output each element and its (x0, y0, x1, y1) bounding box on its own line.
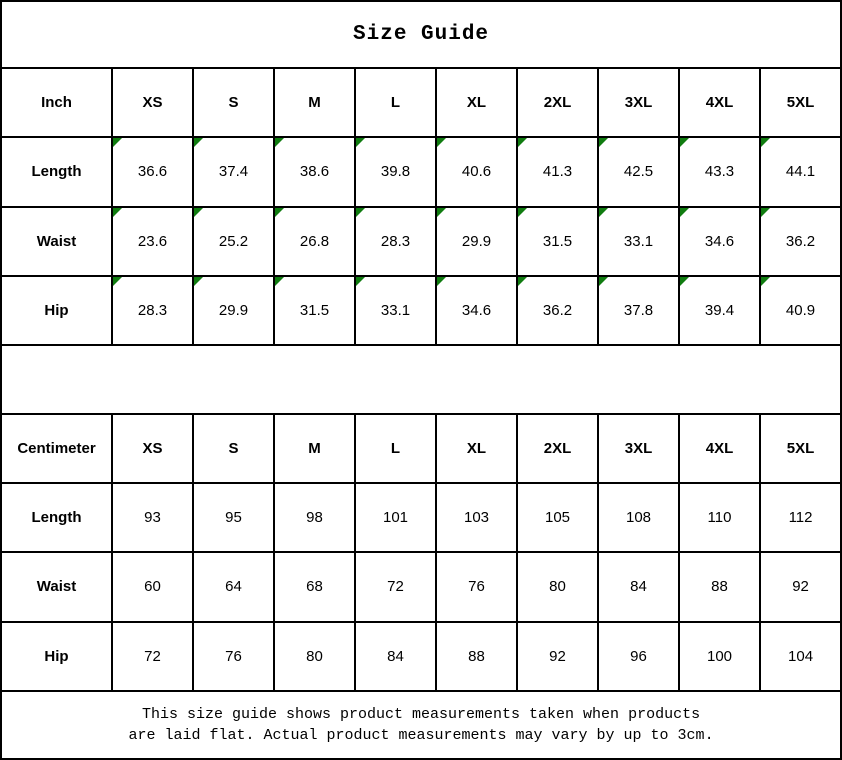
measurement-value: 36.2 (542, 301, 573, 319)
measurement-value: 36.6 (137, 163, 168, 181)
measurement-value-cell (274, 276, 355, 345)
measurement-value: 108 (625, 509, 652, 527)
footer-note-line-2: are laid flat. Actual product measurements may vary by up to 3cm. (128, 726, 714, 744)
cell-flag-icon (113, 277, 122, 286)
measurement-value-cell (760, 137, 841, 206)
measurement-value-cell (679, 207, 760, 276)
measurement-value-cell (193, 552, 274, 621)
measurement-row-waist (1, 552, 841, 621)
cell-flag-icon (599, 138, 608, 147)
measurement-value: 41.3 (542, 163, 573, 181)
measurement-value: 93 (144, 509, 161, 527)
cell-flag-icon (680, 277, 689, 286)
size-header-row-centimeter (1, 414, 841, 483)
measurement-value: 80 (306, 647, 323, 665)
size-column-header: 4XL (679, 414, 760, 483)
cell-flag-icon (275, 138, 284, 147)
measurement-value-cell (679, 552, 760, 621)
cell-flag-icon (599, 277, 608, 286)
measurement-value: 37.8 (623, 301, 654, 319)
measurement-value-cell (517, 622, 598, 691)
size-column-header: 5XL (760, 68, 841, 137)
measurement-value: 28.3 (137, 301, 168, 319)
measurement-value: 39.4 (704, 301, 735, 319)
cell-flag-icon (599, 208, 608, 217)
measurement-value-cell (598, 552, 679, 621)
footer-note (1, 691, 841, 759)
cell-flag-icon (356, 138, 365, 147)
measurement-value: 23.6 (137, 232, 168, 250)
measurement-value: 88 (468, 647, 485, 665)
measurement-value-cell (274, 137, 355, 206)
measurement-value-cell (760, 276, 841, 345)
measurement-value: 40.9 (785, 301, 816, 319)
size-column-header: 5XL (760, 414, 841, 483)
measurement-value: 28.3 (380, 232, 411, 250)
measurement-value: 34.6 (704, 232, 735, 250)
size-column-header: L (355, 68, 436, 137)
measurement-value-cell (436, 622, 517, 691)
measurement-value: 112 (788, 509, 813, 527)
size-column-header: M (274, 414, 355, 483)
measurement-value: 31.5 (299, 301, 330, 319)
measurement-value-cell (436, 137, 517, 206)
measurement-value-cell (517, 483, 598, 552)
measurement-value: 104 (788, 647, 814, 665)
measurement-value-cell (679, 137, 760, 206)
measurement-row-length (1, 137, 841, 206)
measurement-value: 26.8 (299, 232, 330, 250)
cell-flag-icon (437, 277, 446, 286)
measurement-row-hip (1, 622, 841, 691)
measurement-value-cell (355, 483, 436, 552)
cell-flag-icon (761, 208, 770, 217)
measurement-value: 36.2 (785, 232, 816, 250)
measurement-value-cell (112, 483, 193, 552)
measurement-value: 39.8 (380, 163, 411, 181)
cell-flag-icon (518, 277, 527, 286)
measurement-value: 60 (144, 578, 161, 596)
measurement-value: 31.5 (542, 232, 573, 250)
measurement-value: 95 (225, 509, 242, 527)
measurement-value: 88 (711, 578, 728, 596)
measurement-value-cell (355, 137, 436, 206)
cell-flag-icon (518, 138, 527, 147)
measurement-value: 42.5 (623, 163, 654, 181)
cell-flag-icon (761, 277, 770, 286)
measurement-value: 68 (306, 578, 323, 596)
measurement-value: 100 (706, 647, 733, 665)
measurement-value-cell (112, 276, 193, 345)
measurement-value: 84 (630, 578, 647, 596)
spacer-cell (1, 345, 841, 414)
measurement-value: 72 (144, 647, 161, 665)
cell-flag-icon (356, 277, 365, 286)
measurement-value: 25.2 (218, 232, 249, 250)
measurement-value-cell (193, 483, 274, 552)
measurement-value: 44.1 (785, 163, 816, 181)
measurement-value: 92 (549, 647, 566, 665)
cell-flag-icon (194, 208, 203, 217)
measurement-value: 92 (792, 578, 809, 596)
measurement-value-cell (598, 483, 679, 552)
measurement-value-cell (112, 207, 193, 276)
measurement-value: 76 (225, 647, 242, 665)
measurement-value: 34.6 (461, 301, 492, 319)
cell-flag-icon (113, 208, 122, 217)
measurement-value: 33.1 (623, 232, 654, 250)
measurement-value-cell (598, 276, 679, 345)
measurement-value: 105 (544, 509, 571, 527)
measurement-value: 33.1 (380, 301, 411, 319)
measurement-value-cell (517, 276, 598, 345)
size-column-header: XL (436, 68, 517, 137)
measurement-value-cell (436, 207, 517, 276)
measurement-value-cell (355, 276, 436, 345)
unit-label-inch: Inch (1, 68, 112, 137)
cell-flag-icon (194, 277, 203, 286)
measurement-value-cell (274, 622, 355, 691)
measurement-value-cell (193, 276, 274, 345)
measurement-value-cell (760, 552, 841, 621)
measurement-value: 80 (549, 578, 566, 596)
measurement-value-cell (598, 207, 679, 276)
size-column-header: XS (112, 68, 193, 137)
measurement-value: 101 (382, 509, 409, 527)
measurement-value-cell (436, 552, 517, 621)
measurement-value: 38.6 (299, 163, 330, 181)
size-column-header: 2XL (517, 414, 598, 483)
measurement-value-cell (436, 276, 517, 345)
measurement-value: 40.6 (461, 163, 492, 181)
measurement-value-cell (274, 207, 355, 276)
size-column-header: 2XL (517, 68, 598, 137)
measurement-label: Length (1, 137, 112, 206)
size-column-header: L (355, 414, 436, 483)
measurement-value-cell (193, 137, 274, 206)
cell-flag-icon (761, 138, 770, 147)
title-row (1, 1, 841, 68)
measurement-value-cell (355, 622, 436, 691)
measurement-value-cell (598, 137, 679, 206)
measurement-value-cell (679, 622, 760, 691)
footer-note-row (1, 691, 841, 759)
measurement-value-cell (355, 552, 436, 621)
measurement-value-cell (112, 552, 193, 621)
measurement-value-cell (112, 137, 193, 206)
cell-flag-icon (113, 138, 122, 147)
page-title: Size Guide (1, 1, 841, 68)
measurement-value-cell (679, 483, 760, 552)
cell-flag-icon (275, 208, 284, 217)
measurement-value: 64 (225, 578, 242, 596)
measurement-value-cell (760, 207, 841, 276)
measurement-value-cell (679, 276, 760, 345)
measurement-value-cell (517, 207, 598, 276)
measurement-value: 110 (707, 509, 732, 527)
measurement-value-cell (598, 622, 679, 691)
cell-flag-icon (356, 208, 365, 217)
measurement-value: 29.9 (218, 301, 249, 319)
measurement-value-cell (355, 207, 436, 276)
measurement-row-length (1, 483, 841, 552)
measurement-value-cell (760, 483, 841, 552)
measurement-value-cell (436, 483, 517, 552)
measurement-value: 98 (306, 509, 323, 527)
measurement-value: 84 (387, 647, 404, 665)
cell-flag-icon (275, 277, 284, 286)
measurement-value: 37.4 (218, 163, 249, 181)
measurement-label: Length (1, 483, 112, 552)
measurement-value: 96 (630, 647, 647, 665)
measurement-value-cell (760, 622, 841, 691)
measurement-value: 72 (387, 578, 404, 596)
measurement-value: 76 (468, 578, 485, 596)
measurement-row-waist (1, 207, 841, 276)
size-column-header: XS (112, 414, 193, 483)
measurement-value: 43.3 (704, 163, 735, 181)
size-column-header: S (193, 68, 274, 137)
measurement-label: Waist (1, 552, 112, 621)
measurement-value: 103 (463, 509, 490, 527)
measurement-label: Hip (1, 622, 112, 691)
size-column-header: M (274, 68, 355, 137)
cell-flag-icon (680, 138, 689, 147)
size-column-header: 3XL (598, 414, 679, 483)
measurement-value-cell (193, 622, 274, 691)
size-header-row-inch (1, 68, 841, 137)
size-column-header: XL (436, 414, 517, 483)
measurement-value-cell (274, 552, 355, 621)
measurement-value-cell (193, 207, 274, 276)
measurement-value-cell (517, 552, 598, 621)
measurement-value-cell (112, 622, 193, 691)
measurement-label: Waist (1, 207, 112, 276)
size-column-header: S (193, 414, 274, 483)
size-column-header: 3XL (598, 68, 679, 137)
measurement-label: Hip (1, 276, 112, 345)
spacer-row (1, 345, 841, 414)
unit-label-centimeter: Centimeter (1, 414, 112, 483)
cell-flag-icon (194, 138, 203, 147)
measurement-value-cell (274, 483, 355, 552)
measurement-value: 29.9 (461, 232, 492, 250)
size-column-header: 4XL (679, 68, 760, 137)
cell-flag-icon (437, 208, 446, 217)
cell-flag-icon (680, 208, 689, 217)
cell-flag-icon (437, 138, 446, 147)
measurement-row-hip (1, 276, 841, 345)
footer-note-line-1: This size guide shows product measurements taken when products (141, 705, 701, 723)
cell-flag-icon (518, 208, 527, 217)
measurement-value-cell (517, 137, 598, 206)
